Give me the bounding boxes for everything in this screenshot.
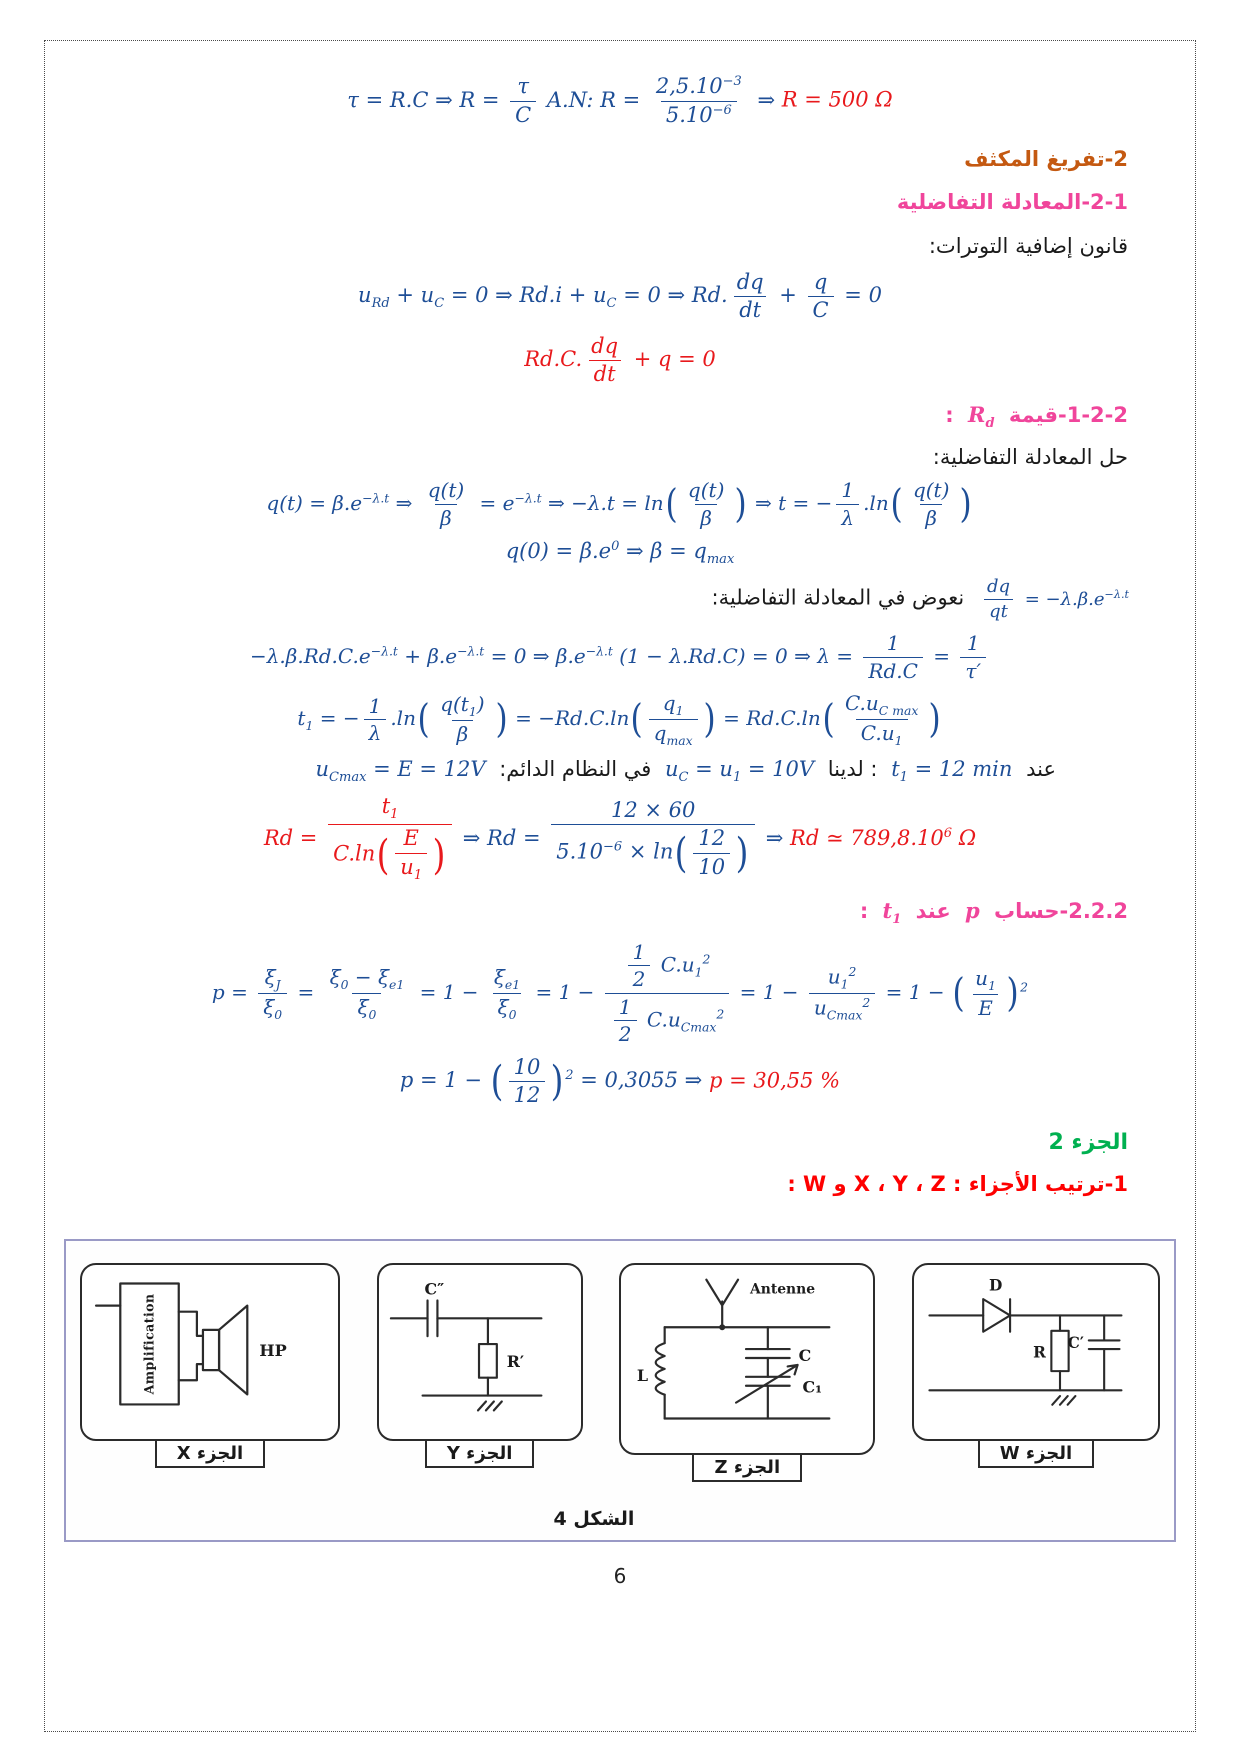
line-substitution [64, 576, 1176, 623]
capacitor-c-symbol [746, 1349, 790, 1358]
panel-z-caption: الجزء Z [692, 1453, 802, 1482]
equation-q0-math: $q(0) = \beta.e^0$ ⇒ $\beta = q_{max}$ [505, 539, 735, 568]
speaker-horn-icon [219, 1306, 247, 1395]
antenna-icon [707, 1280, 739, 1328]
heading-p-calculation [64, 896, 1176, 930]
equation-rd-numeric [64, 794, 1176, 884]
inductor-coil-symbol [656, 1343, 665, 1395]
inductor-label: L [637, 1365, 649, 1385]
heading-p-colon: : [859, 899, 876, 923]
resistor-symbol [1051, 1331, 1068, 1371]
panel-y-frame [377, 1263, 583, 1441]
ground-icon [1052, 1396, 1075, 1405]
equation-initial-condition [64, 536, 1176, 570]
diode-triangle [983, 1299, 1010, 1332]
line-numeric-conditions [64, 754, 1176, 788]
wire-bottom [179, 1364, 203, 1380]
equation-kvl-math: $u_{Rd} + u_C = 0$ ⇒ $Rd.i + u_C = 0$ ⇒ Rd. $\frac{dq}{dt}$ + $\frac{q}{C}$ = 0 [358, 269, 882, 323]
page-content [64, 64, 1176, 1588]
panel-x-frame [80, 1263, 340, 1441]
equation-lambda [64, 631, 1176, 683]
circuit-diagram-x [84, 1267, 336, 1433]
resistor-symbol [479, 1344, 497, 1378]
equation-p-derivation [64, 940, 1176, 1047]
capacitor-label: C′ [1067, 1334, 1084, 1353]
equation-t1 [64, 691, 1176, 748]
figure-4 [64, 1239, 1176, 1542]
text-voltage-addition-law: قانون إضافية التوترات: [928, 234, 1128, 259]
heading-rd-colon: : [945, 402, 961, 427]
equation-lambda-math: $-\lambda.\beta.Rd.C.e^{-\lambda.t} + \beta.e^{-\lambda.t} = 0$ ⇒ $\beta.e^{-\lambda.t}$ (1 − λ.Rd.C) = 0 ⇒ λ = $\frac{1}{Rd.C}$ = $\frac{1}{\tau'}$ [250, 644, 990, 668]
circuit-diagram-z [623, 1267, 871, 1447]
figure-caption: الشكل 4 [553, 1508, 635, 1531]
heading-rd-prefix: 1-2-2-قيمة [1001, 402, 1128, 427]
cond-uc-value: $u_C = u_1 = 10V$ [664, 757, 815, 786]
resistor-label: R [1033, 1343, 1046, 1362]
amplifier-label: Amplification [141, 1293, 157, 1395]
ground-icon [478, 1402, 502, 1411]
speaker-label: HP [259, 1341, 287, 1361]
cond-at: عند [1019, 757, 1056, 782]
speaker-body [203, 1330, 219, 1370]
figure-panels [80, 1263, 1160, 1482]
resistor-label: R′ [506, 1351, 524, 1371]
panel-y-caption: الجزء Y [425, 1439, 535, 1468]
equation-p-math: p = $\frac{\xi_J}{\xi_0}$ = $\frac{\xi_0 - \xi_{e1}}{\xi_0}$ = 1 − $\frac{\xi_{e1}}{\xi_0}$ = 1 − $\frac{1}{2}$ $C.u_1^2$ $\frac{1}{2}$ $C.u_{Cmax}^2$ = 1 − $\frac{u_1^2}{u_{Cmax}^2}$ = 1 − ( $\frac{u_1}{E}$ ) $^2$ [211, 940, 1029, 1047]
heading-p-symbol: p [964, 898, 980, 923]
panel-z-frame [619, 1263, 875, 1455]
cond-we-have: : لدينا [821, 757, 885, 782]
equation-ode [64, 334, 1176, 388]
page-number: 6 [613, 1564, 627, 1589]
equation-p-value [64, 1055, 1176, 1109]
capacitor-c-label: C [798, 1346, 812, 1366]
equation-p-numeric: p = 1 − ( $\frac{10}{12}$ ) $^2$ = 0,3055 ⇒ [399, 1054, 709, 1108]
diode-label: D [988, 1276, 1003, 1295]
capacitor-symbol [427, 1301, 437, 1337]
capacitor-symbol [1089, 1341, 1120, 1350]
equation-time-constant [64, 74, 1176, 128]
antenna-label: Antenne [750, 1281, 816, 1298]
equation-rd-formula: Rd = $t_1$ C.ln ( $\frac{E}{u_1}$ ) [264, 826, 456, 850]
capacitor-c2-label: C″ [424, 1279, 444, 1299]
circuit-diagram-w [916, 1267, 1156, 1433]
equation-rd-application: ⇒ Rd = 12 × 60 $5.10^{-6} \times \ln$ ( $\frac{12}{10}$ ) ⇒ [456, 797, 791, 879]
cond-ucmax-value: $u_{Cmax} = E = 12V$ [315, 757, 486, 786]
heading-capacitor-discharge: 2-تفريغ المكثف [964, 147, 1128, 172]
circuit-diagram-y [381, 1267, 579, 1433]
heading-part-2: الجزء 2 [1048, 1129, 1128, 1155]
panel-w [912, 1263, 1160, 1468]
cond-steady-state: في النظام الدائم: [492, 757, 658, 782]
wire-top [179, 1312, 203, 1336]
equation-rd-result: Rd ≃ 789,8.10$^6$ Ω [790, 825, 977, 850]
equation-kvl [64, 270, 1176, 324]
heading-rd-symbol: $R_d$ [967, 401, 995, 432]
substitution-derivative-math: $\frac{dq}{qt}$ = $-\lambda.\beta.e^{-\lambda.t}$ [978, 589, 1129, 610]
panel-z [619, 1263, 875, 1482]
equation-qt-math: $q(t) = \beta.e^{-\lambda.t}$ ⇒ $\frac{q(t)}{\beta}$ = $e^{-\lambda.t}$ ⇒ −λ.t = ln ( $\frac{q(t)}{\beta}$ ) ⇒ t = − $\frac{1}{\lambda}$ .ln ( $\frac{q(t)}{\beta}$ ) [266, 478, 973, 530]
panel-x-caption: الجزء X [155, 1439, 265, 1468]
capacitor-c1-label: C₁ [802, 1377, 823, 1397]
equation-time-constant-result: R = 500 Ω [781, 87, 893, 112]
equation-qt-solution [64, 478, 1176, 530]
panel-x [80, 1263, 340, 1468]
heading-parts-order: 1-ترتيب الأجزاء : X ، Y ، Z و W : [787, 1171, 1128, 1196]
heading-rd-value [64, 400, 1176, 434]
panel-y [377, 1263, 583, 1468]
equation-t1-math: $t_1$ = − $\frac{1}{\lambda}$ .ln ( $\frac{q(t_1)}{\beta}$ ) = −Rd.C.ln ( $\frac{q_1}{q_{max}}$ ) = Rd.C.ln ( $\frac{C.u_{C max}}{C.u_1}$ ) [297, 690, 942, 749]
panel-w-frame [912, 1263, 1160, 1441]
equation-p-result: p = 30,55 % [708, 1068, 841, 1093]
heading-p-prefix: 2.2.2-حساب [986, 899, 1128, 923]
substitution-text: نعوض في المعادلة التفاضلية: [711, 585, 965, 610]
text-solve-ode: حل المعادلة التفاضلية: [932, 445, 1128, 470]
heading-p-at: عند [908, 899, 958, 923]
cond-t1-value: $t_1 = 12$ min [891, 757, 1013, 786]
equation-time-constant-work: τ = R.C ⇒ R = $\frac{\tau}{C}$ A.N: R = $\frac{2,5.10^{-3}}{5.10^{-6}}$ ⇒ [347, 74, 782, 127]
equation-ode-math: Rd.C. $\frac{dq}{dt}$ + q = 0 [524, 333, 716, 387]
heading-differential-equation: 2-1-المعادلة التفاضلية [896, 189, 1128, 214]
panel-w-caption: الجزء W [978, 1439, 1094, 1468]
heading-p-t1: $t_1$ [882, 898, 902, 928]
